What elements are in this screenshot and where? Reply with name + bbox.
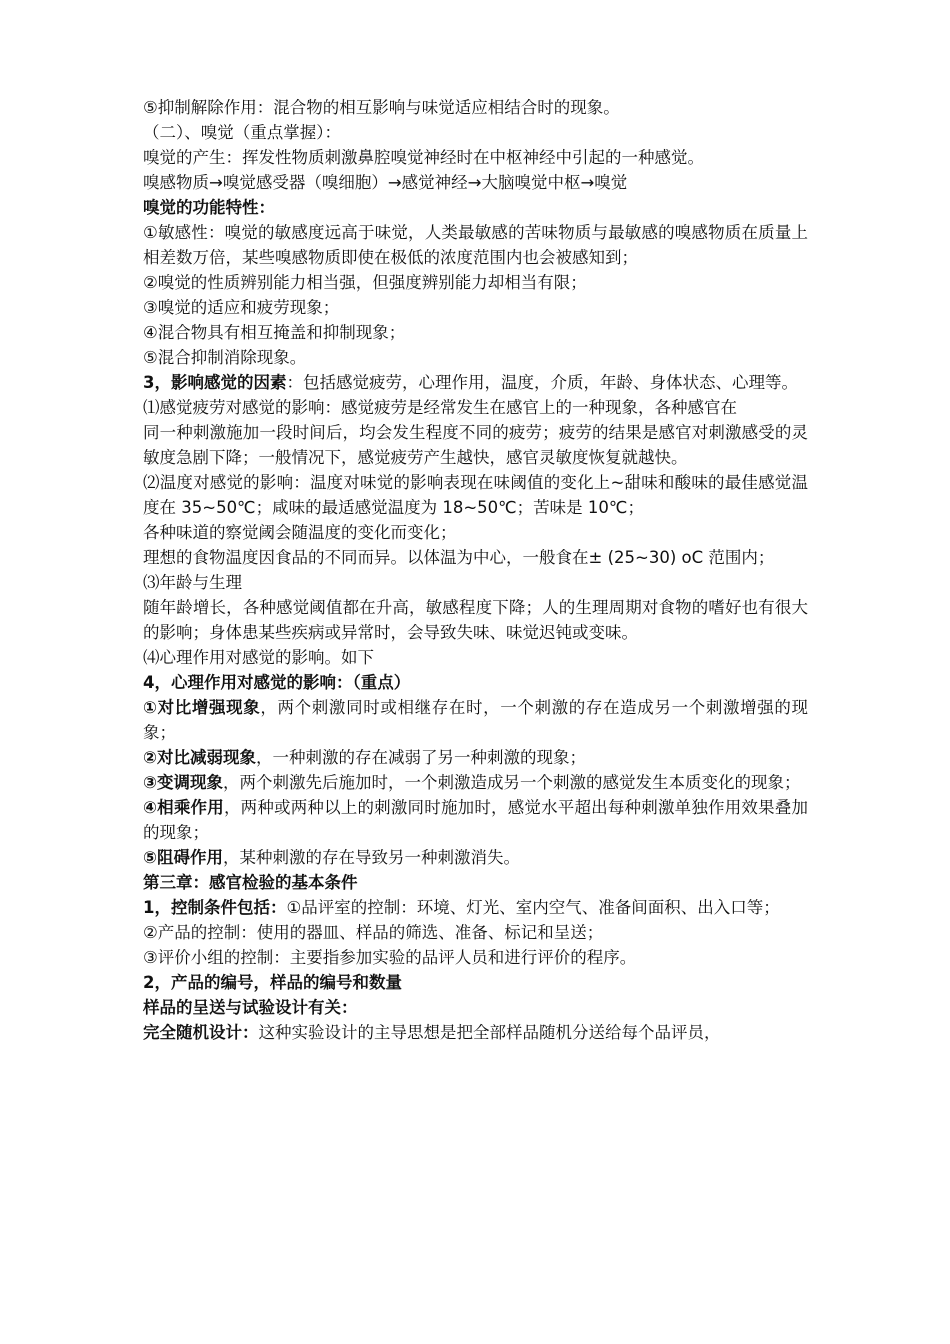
bold-term: ②对比减弱现象 (143, 748, 256, 767)
bold-term: ③变调现象 (143, 773, 223, 792)
paragraph: 同一种刺激施加一段时间后，均会发生程度不同的疲劳；疲劳的结果是感官对刺激感受的灵敏度急剧下降；一般情况下，感觉疲劳产生越快，感官灵敏度恢复就越快。 (143, 423, 808, 467)
paragraph: 嗅感物质→嗅觉感受器（嗅细胞）→感觉神经→大脑嗅觉中枢→嗅觉 (143, 173, 628, 192)
bold-term: 完全随机设计： (143, 1023, 259, 1042)
paragraph: ③嗅觉的适应和疲劳现象； (143, 298, 340, 317)
section-heading: （二）、嗅觉（重点掌握）： (143, 123, 341, 142)
paragraph: 各种味道的察觉阈会随温度的变化而变化； (143, 523, 457, 542)
paragraph: 随年龄增长，各种感觉阈值都在升高，敏感程度下降；人的生理周期对食物的嗜好也有很大的影响；身体患某些疾病或异常时，会导致失味、味觉迟钝或变味。 (143, 598, 808, 642)
paragraph (143, 795, 808, 845)
paragraph: ⑷心理作用对感觉的影响。如下 (143, 648, 374, 667)
paragraph (143, 1020, 808, 1045)
bold-heading: 1，控制条件包括： (143, 898, 287, 917)
paragraph: 理想的食物温度因食品的不同而异。以体温为中心，一般食在± (25~30) oC 范围内； (143, 548, 775, 567)
bold-term: ⑤阻碍作用 (143, 848, 223, 867)
paragraph-text: ，两个刺激先后施加时，一个刺激造成另一个刺激的感觉发生本质变化的现象； (222, 773, 801, 792)
bold-heading: 样品的呈送与试验设计有关： (143, 998, 358, 1017)
paragraph-text: ：包括感觉疲劳，心理作用，温度，介质，年龄、身体状态、心理等。 (286, 373, 798, 392)
bold-heading: 3，影响感觉的因素 (143, 373, 287, 392)
paragraph (143, 370, 808, 395)
document-page (143, 95, 808, 1045)
paragraph-text: ，某种刺激的存在导致另一种刺激消失。 (222, 848, 520, 867)
paragraph: ⑴感觉疲劳对感觉的影响：感觉疲劳是经常发生在感官上的一种现象，各种感官在 (143, 398, 737, 417)
paragraph-text: ①品评室的控制：环境、灯光、室内空气、准备间面积、出入口等； (286, 898, 780, 917)
chapter-heading: 第三章：感官检验的基本条件 (143, 873, 358, 892)
paragraph-text: 这种实验设计的主导思想是把全部样品随机分送给每个品评员， (258, 1023, 721, 1042)
paragraph-text: ，一种刺激的存在减弱了另一种刺激的现象； (255, 748, 586, 767)
paragraph (143, 845, 808, 870)
bold-term: ④相乘作用 (143, 798, 224, 817)
paragraph: ④混合物具有相互掩盖和抑制现象； (143, 323, 406, 342)
bold-heading: 4，心理作用对感觉的影响：（重点） (143, 673, 411, 692)
paragraph (143, 695, 808, 745)
paragraph: ②产品的控制：使用的器皿、样品的筛选、准备、标记和呈送； (143, 923, 604, 942)
bold-heading: 2，产品的编号，样品的编号和数量 (143, 973, 402, 992)
paragraph: ⑤抑制解除作用：混合物的相互影响与味觉适应相结合时的现象。 (143, 98, 620, 117)
paragraph: ①敏感性：嗅觉的敏感度远高于味觉，人类最敏感的苦味物质与最敏感的嗅感物质在质量上相差数万倍，某些嗅感物质即使在极低的浓度范围内也会被感知到； (143, 223, 808, 267)
paragraph-text: ，两种或两种以上的刺激同时施加时，感觉水平超出每种刺激单独作用效果叠加的现象； (143, 798, 808, 842)
paragraph: ⑶年龄与生理 (143, 573, 242, 592)
paragraph-text: ，两个刺激同时或相继存在时，一个刺激的存在造成另一个刺激增强的现象； (143, 698, 808, 742)
paragraph (143, 895, 808, 920)
paragraph: ③评价小组的控制：主要指参加实验的品评人员和进行评价的程序。 (143, 948, 637, 967)
paragraph: ⑵温度对感觉的影响：温度对味觉的影响表现在味阈值的变化上~甜味和酸味的最佳感觉温度在 35~50℃；咸味的最适感觉温度为 18~50℃；苦味是 10℃； (143, 473, 808, 517)
paragraph (143, 770, 808, 795)
paragraph: ⑤混合抑制消除现象。 (143, 348, 307, 367)
bold-term: ①对比增强现象 (143, 698, 261, 717)
paragraph: ②嗅觉的性质辨别能力相当强，但强度辨别能力却相当有限； (143, 273, 587, 292)
paragraph: 嗅觉的产生：挥发性物质刺激鼻腔嗅觉神经时在中枢神经中引起的一种感觉。 (143, 148, 704, 167)
paragraph (143, 745, 808, 770)
bold-heading: 嗅觉的功能特性： (143, 198, 275, 217)
